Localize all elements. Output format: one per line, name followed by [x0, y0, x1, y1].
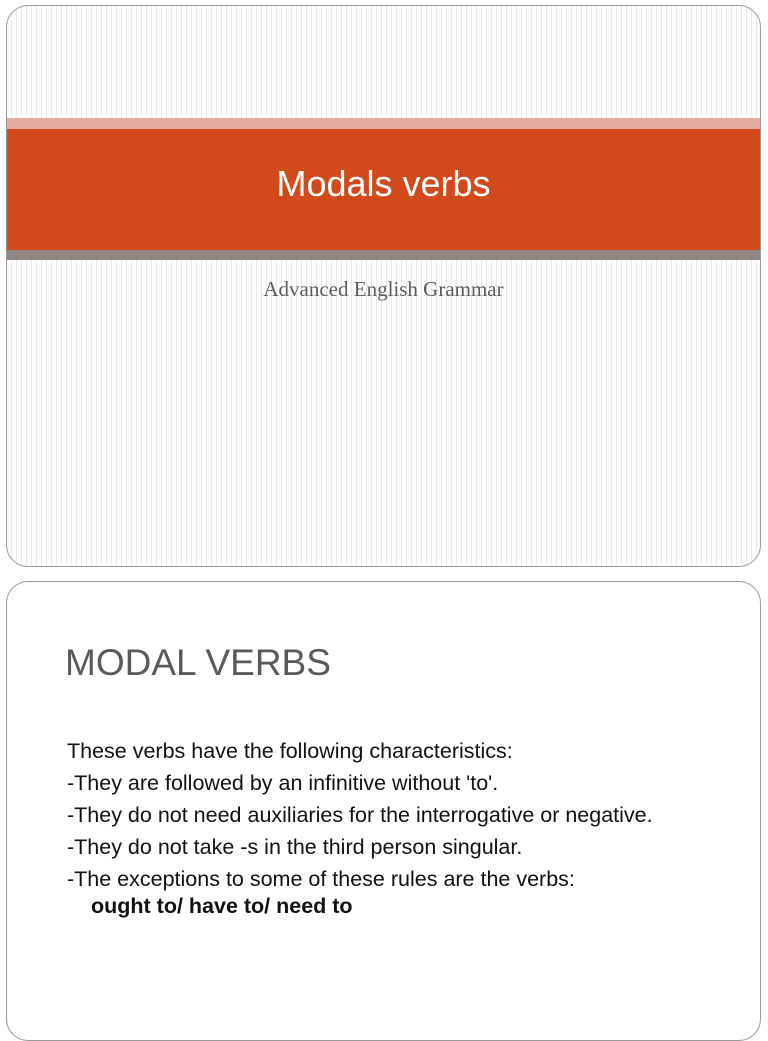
title-band-bottom-stripe	[7, 250, 760, 260]
slide-title: Modals verbs	[276, 163, 491, 204]
exceptions-verbs: ought to/ have to/ need to	[91, 894, 353, 918]
content-slide	[6, 581, 761, 1041]
slide-heading: MODAL VERBS	[65, 642, 331, 683]
title-band-top-stripe	[7, 118, 760, 129]
title-slide	[6, 5, 761, 567]
list-item: These verbs have the following characteristics:	[67, 739, 513, 763]
exceptions-intro: -The exceptions to some of these rules are the verbs:	[67, 867, 575, 891]
list-item: -They do not take -s in the third person singular.	[67, 835, 523, 859]
slide-subtitle: Advanced English Grammar	[263, 277, 504, 301]
list-item: -They do not need auxiliaries for the interrogative or negative.	[67, 803, 653, 827]
characteristics-list	[67, 738, 727, 925]
list-item-exceptions	[67, 866, 727, 920]
list-item: -They are followed by an infinitive without 'to'.	[67, 771, 499, 795]
